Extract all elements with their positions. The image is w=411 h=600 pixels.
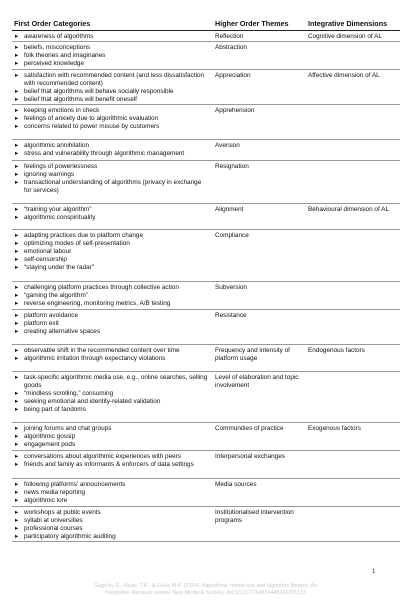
list-item <box>12 517 215 525</box>
list-item <box>12 374 215 390</box>
category-text: transactional understanding of algorithms (privacy in exchange for services) <box>24 178 202 194</box>
list-item <box>12 179 215 195</box>
category-text: belief that algorithms will behave socially responsible <box>24 87 174 95</box>
header-higher-order-themes: Higher Order Themes <box>215 18 289 28</box>
table-row <box>12 42 400 70</box>
higher-order-theme-cell: Alignment <box>215 206 244 213</box>
first-order-categories-cell <box>12 451 215 478</box>
bullet-icon: ▸ <box>15 453 19 460</box>
category-text: awareness of algorithms <box>24 33 94 40</box>
table-row <box>12 70 400 105</box>
bullet-icon: ▸ <box>15 354 19 362</box>
category-text: emotional labour <box>24 247 72 255</box>
integrative-dimension-cell <box>308 161 400 203</box>
list-item <box>12 320 215 328</box>
list-item <box>12 300 215 308</box>
category-text: observable shift in the recommended content over time <box>24 347 180 354</box>
bullet-icon: ▸ <box>15 51 19 59</box>
bullet-icon: ▸ <box>15 496 19 504</box>
bullet-icon: ▸ <box>15 232 19 239</box>
header-first-order-categories: First Order Categories <box>14 18 91 28</box>
list-item <box>12 525 215 533</box>
list-item <box>12 171 215 179</box>
bullet-icon: ▸ <box>15 206 19 213</box>
integrative-dimension-cell: Endogenous factors <box>308 347 365 354</box>
category-text: platform avoidance <box>24 312 78 319</box>
category-text: ignoring warnings <box>24 170 75 178</box>
category-text: joining forums and chat groups <box>24 425 112 432</box>
header-integrative-dimensions: Integrative Dimensions <box>308 18 388 28</box>
list-item <box>12 214 215 222</box>
bullet-icon: ▸ <box>15 532 19 540</box>
bullet-icon: ▸ <box>15 178 19 186</box>
bullet-icon: ▸ <box>15 170 19 178</box>
category-text: engagement pods <box>24 440 76 448</box>
integrative-dimension-cell: Exogenous factors <box>308 425 361 432</box>
table-row <box>12 140 400 161</box>
list-item <box>12 284 215 292</box>
higher-order-theme-cell: Level of elaboration and topic involvement <box>215 374 299 389</box>
list-item <box>12 72 215 88</box>
integrative-dimension-cell <box>308 42 400 69</box>
first-order-categories-cell <box>12 423 215 450</box>
category-text: algorithmic gossip <box>24 432 76 440</box>
list-item <box>12 88 215 96</box>
bullet-icon: ▸ <box>15 319 19 327</box>
bullet-icon: ▸ <box>15 44 19 51</box>
bullet-icon: ▸ <box>15 247 19 255</box>
list-item <box>12 509 215 517</box>
list-item <box>12 355 215 363</box>
category-text: feelings of anxiety due to algorithmic evaluation <box>24 114 159 122</box>
bullet-icon: ▸ <box>15 481 19 488</box>
bullet-icon: ▸ <box>15 122 19 130</box>
first-order-categories-cell <box>12 204 215 229</box>
list-item <box>12 44 215 52</box>
table-row <box>12 507 400 542</box>
category-text: keeping emotions in check <box>24 107 100 114</box>
list-item <box>12 497 215 505</box>
list-item <box>12 453 215 461</box>
bullet-icon: ▸ <box>15 114 19 122</box>
integrative-dimension-cell <box>308 230 400 281</box>
first-order-categories-cell <box>12 140 215 160</box>
bullet-icon: ▸ <box>15 33 19 40</box>
higher-order-theme-cell: Resignation <box>215 163 249 170</box>
list-item <box>12 264 215 272</box>
integrative-dimension-cell: Cognitive dimension of AL <box>308 33 382 40</box>
table-header <box>12 4 400 31</box>
bullet-icon: ▸ <box>15 255 19 263</box>
first-order-categories-cell <box>12 372 215 422</box>
category-text: friends and family as informants & enforcers of data settings <box>24 460 194 468</box>
category-text: stress and vulnerability through algorithmic management <box>24 149 185 157</box>
first-order-categories-cell <box>12 479 215 506</box>
list-item <box>12 96 215 104</box>
category-text: self-censorship <box>24 255 67 263</box>
table-row <box>12 479 400 507</box>
integrative-dimension-cell <box>308 105 400 139</box>
list-item <box>12 398 215 406</box>
page-number: 1 <box>372 569 376 575</box>
category-text: beliefs, misconceptions <box>24 44 91 51</box>
bullet-icon: ▸ <box>15 374 19 381</box>
category-text: “training your algorithm” <box>24 206 92 213</box>
citation-footer <box>0 583 411 596</box>
list-item <box>12 33 215 41</box>
list-item <box>12 489 215 497</box>
bullet-icon: ▸ <box>15 149 19 157</box>
first-order-categories-cell <box>12 42 215 69</box>
table-row <box>12 345 400 372</box>
category-text: workshops at public events <box>24 509 101 516</box>
table-row <box>12 451 400 479</box>
higher-order-theme-cell: Appreciation <box>215 72 251 79</box>
category-text: participatory algorithmic auditing <box>24 532 116 540</box>
bullet-icon: ▸ <box>15 397 19 405</box>
category-text: reverse engineering, monitoring metrics, A/B testing <box>24 299 171 307</box>
higher-order-theme-cell: Subversion <box>215 284 247 291</box>
category-text: challenging platform practices through collective action <box>24 284 179 291</box>
category-text: conversations about algorithmic experiences with peers <box>24 453 182 460</box>
category-text: professional courses <box>24 524 83 532</box>
integrative-dimension-cell <box>308 507 400 541</box>
category-text: algorithmic conspirituality <box>24 213 96 221</box>
integrative-dimension-cell: Affective dimension of AL <box>308 72 380 79</box>
category-text: belief that algorithms will benefit oneself <box>24 95 137 103</box>
first-order-categories-cell <box>12 507 215 541</box>
category-text: algorithmic annihilation <box>24 142 90 149</box>
bullet-icon: ▸ <box>15 291 19 299</box>
list-item <box>12 163 215 171</box>
category-text: feelings of powerlessness <box>24 163 98 170</box>
list-item <box>12 240 215 248</box>
higher-order-theme-cell: Resistance <box>215 312 247 319</box>
list-item <box>12 433 215 441</box>
bullet-icon: ▸ <box>15 263 19 271</box>
bullet-icon: ▸ <box>15 488 19 496</box>
list-item <box>12 142 215 150</box>
table-row <box>12 372 400 423</box>
higher-order-theme-cell: Media sources <box>215 481 257 488</box>
bullet-icon: ▸ <box>15 389 19 397</box>
category-text: creating alternative spaces <box>24 327 101 335</box>
list-item <box>12 256 215 264</box>
citation-line: Gagrčin, E., Naab, T.K., & Grub, M.F. (2024). Algorithmic media use and algorithm literacy: An <box>93 583 318 589</box>
bullet-icon: ▸ <box>15 239 19 247</box>
list-item <box>12 347 215 355</box>
bullet-icon: ▸ <box>15 347 19 354</box>
list-item <box>12 292 215 300</box>
bullet-icon: ▸ <box>15 107 19 114</box>
list-item <box>12 406 215 414</box>
higher-order-theme-cell: Apprehension <box>215 107 255 114</box>
citation-line: integrative literature review. New Media & Society. doi:10.1177/14614448241291137 <box>105 589 306 596</box>
table-row <box>12 31 400 42</box>
table-row <box>12 230 400 282</box>
category-text: task-specific algorithmic media use, e.g., online searches, selling goods <box>24 374 208 389</box>
list-item <box>12 107 215 115</box>
list-item <box>12 461 215 469</box>
category-text: syllabi at universities <box>24 516 83 524</box>
category-text: adapting practices due to platform change <box>24 232 144 239</box>
bullet-icon: ▸ <box>15 95 19 103</box>
list-item <box>12 533 215 541</box>
literature-table <box>12 4 400 542</box>
list-item <box>12 248 215 256</box>
first-order-categories-cell <box>12 310 215 344</box>
higher-order-theme-cell: Communities of practice <box>215 425 284 432</box>
higher-order-theme-cell: Reflection <box>215 33 244 40</box>
category-text: algorithmic lore <box>24 496 68 504</box>
category-text: algorithmic irritation through expectancy violations <box>24 354 166 362</box>
first-order-categories-cell <box>12 230 215 281</box>
list-item <box>12 425 215 433</box>
bullet-icon: ▸ <box>15 405 19 413</box>
list-item <box>12 52 215 60</box>
bullet-icon: ▸ <box>15 509 19 516</box>
first-order-categories-cell <box>12 282 215 309</box>
higher-order-theme-cell: Aversion <box>215 142 240 149</box>
first-order-categories-cell <box>12 345 215 371</box>
higher-order-theme-cell: Frequency and intensity of platform usage <box>215 347 290 362</box>
list-item <box>12 206 215 214</box>
category-text: platform exit <box>24 319 59 327</box>
list-item <box>12 232 215 240</box>
category-text: following platforms’ announcements <box>24 481 126 488</box>
integrative-dimension-cell: Behavioural dimension of AL <box>308 206 389 213</box>
bullet-icon: ▸ <box>15 312 19 319</box>
list-item <box>12 390 215 398</box>
bullet-icon: ▸ <box>15 87 19 95</box>
category-text: perceived knowledge <box>24 59 85 67</box>
higher-order-theme-cell: Interpersonal exchanges <box>215 453 285 460</box>
higher-order-theme-cell: Compliance <box>215 232 249 239</box>
category-text: concerns related to power misuse by customers <box>24 122 160 130</box>
integrative-dimension-cell <box>308 310 400 344</box>
integrative-dimension-cell <box>308 282 400 309</box>
list-item <box>12 441 215 449</box>
category-text: optimizing modes of self-presentation <box>24 239 130 247</box>
category-text: “mindless scrolling,” consuming <box>24 389 114 397</box>
bullet-icon: ▸ <box>15 59 19 67</box>
list-item <box>12 60 215 68</box>
first-order-categories-cell <box>12 105 215 139</box>
category-text: folk theories and imaginaries <box>24 51 106 59</box>
first-order-categories-cell <box>12 161 215 203</box>
category-text: “gaming the algorithm” <box>24 291 88 299</box>
list-item <box>12 150 215 158</box>
integrative-dimension-cell <box>308 451 400 478</box>
table-row <box>12 310 400 345</box>
first-order-categories-cell <box>12 31 215 41</box>
table-row <box>12 423 400 451</box>
list-item <box>12 312 215 320</box>
bullet-icon: ▸ <box>15 284 19 291</box>
category-text: seeking emotional and identity-related validation <box>24 397 161 405</box>
bullet-icon: ▸ <box>15 440 19 448</box>
category-text: “staying under the radar” <box>24 263 94 271</box>
bullet-icon: ▸ <box>15 72 19 79</box>
bullet-icon: ▸ <box>15 432 19 440</box>
category-text: being part of fandoms <box>24 405 86 413</box>
bullet-icon: ▸ <box>15 327 19 335</box>
integrative-dimension-cell <box>308 372 400 422</box>
bullet-icon: ▸ <box>15 142 19 149</box>
bullet-icon: ▸ <box>15 524 19 532</box>
bullet-icon: ▸ <box>15 516 19 524</box>
higher-order-theme-cell: Abstraction <box>215 44 247 51</box>
table-row <box>12 204 400 230</box>
higher-order-theme-cell: Institutionalised intervention programs <box>215 509 294 524</box>
list-item <box>12 481 215 489</box>
bullet-icon: ▸ <box>15 460 19 468</box>
list-item <box>12 123 215 131</box>
table-body <box>12 31 400 542</box>
table-row <box>12 161 400 204</box>
list-item <box>12 328 215 336</box>
bullet-icon: ▸ <box>15 299 19 307</box>
first-order-categories-cell <box>12 70 215 104</box>
bullet-icon: ▸ <box>15 425 19 432</box>
integrative-dimension-cell <box>308 140 400 160</box>
table-row <box>12 282 400 310</box>
integrative-dimension-cell <box>308 479 400 506</box>
table-row <box>12 105 400 140</box>
list-item <box>12 115 215 123</box>
bullet-icon: ▸ <box>15 163 19 170</box>
bullet-icon: ▸ <box>15 213 19 221</box>
category-text: satisfaction with recommended content (and less dissatisfaction with recommended content) <box>24 72 205 87</box>
category-text: news media reporting <box>24 488 86 496</box>
